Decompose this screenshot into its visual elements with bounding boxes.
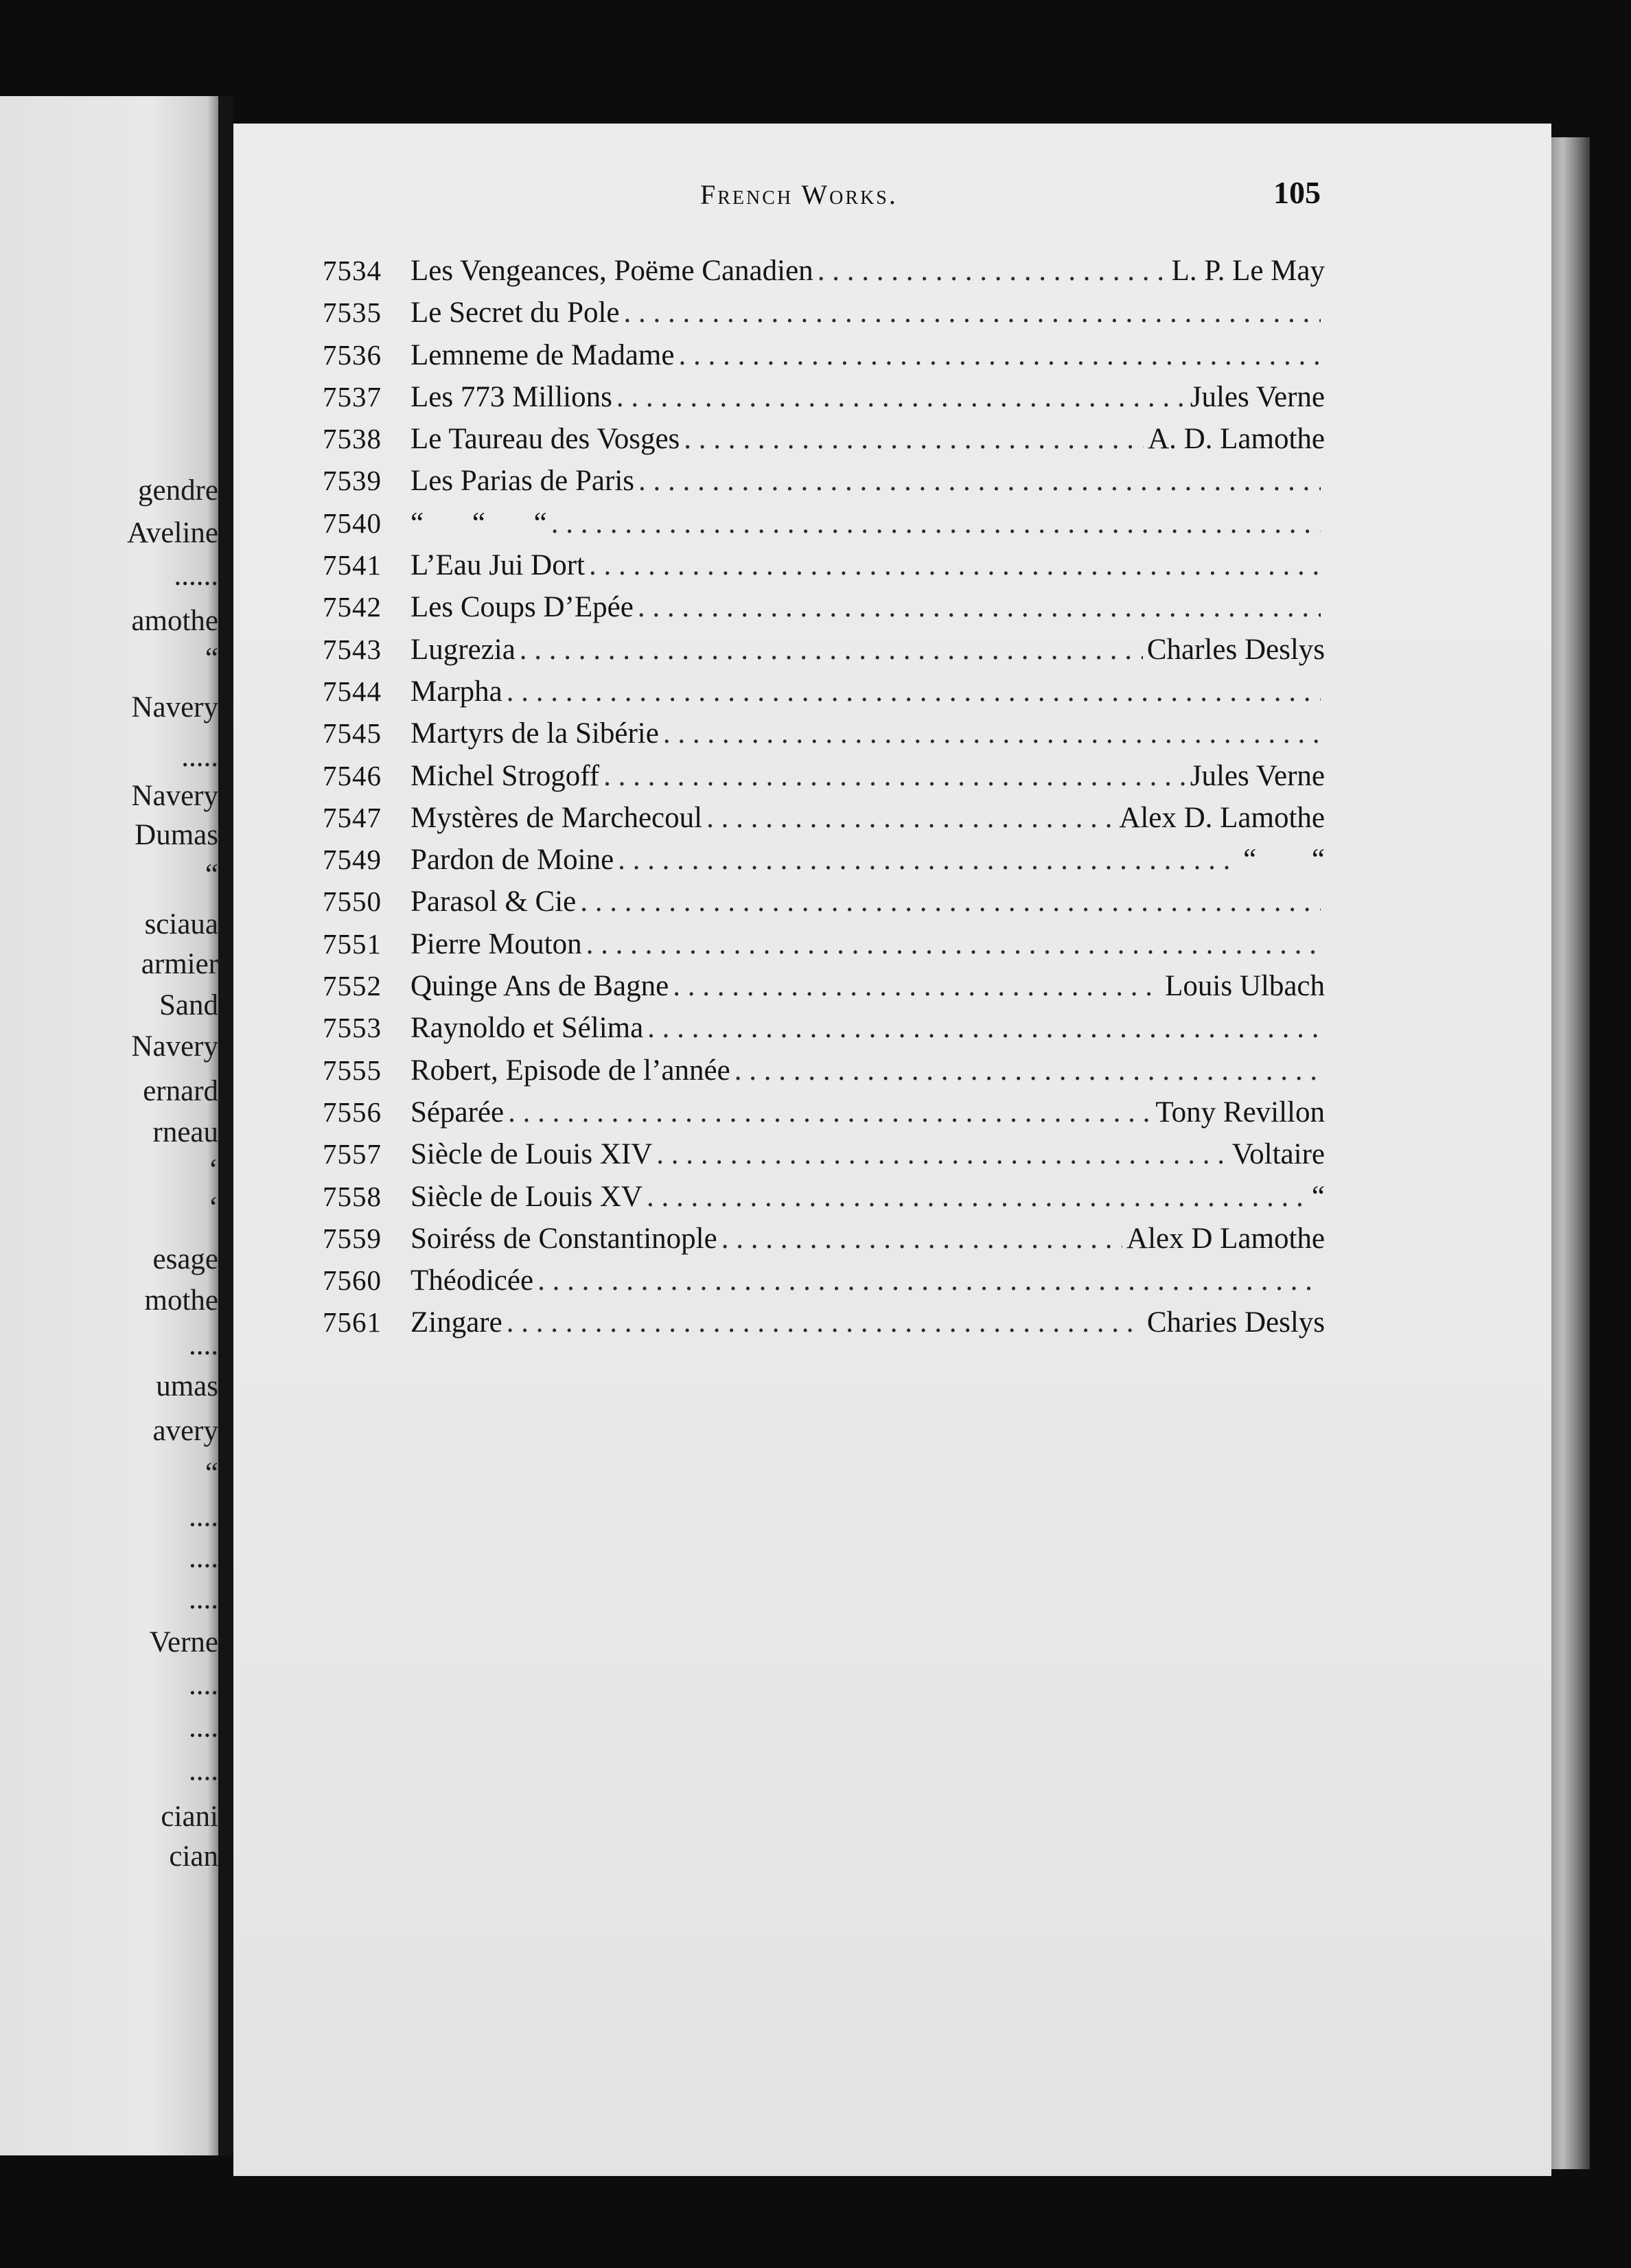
left-page-fragment-line: ...... bbox=[174, 559, 218, 592]
catalog-entry bbox=[323, 1054, 1325, 1096]
catalog-entry bbox=[323, 885, 1325, 927]
catalog-entries bbox=[323, 254, 1325, 1348]
catalog-entry bbox=[323, 927, 1325, 969]
entry-title: Théodicée bbox=[410, 1264, 534, 1297]
dot-leader bbox=[638, 464, 1321, 498]
left-page-fragment-line: esage bbox=[152, 1243, 218, 1275]
entry-number: 7538 bbox=[323, 423, 382, 455]
left-page-fragment-line: ernard bbox=[143, 1075, 218, 1107]
dot-leader bbox=[603, 759, 1186, 793]
entry-number: 7555 bbox=[323, 1054, 382, 1086]
entry-number: 7544 bbox=[323, 675, 382, 707]
catalog-entry bbox=[323, 1306, 1325, 1347]
catalog-entry bbox=[323, 1011, 1325, 1053]
left-page-fragment-line: Dumas bbox=[135, 819, 218, 851]
entry-title: Pierre Mouton bbox=[410, 927, 582, 960]
entry-title: Lugrezia bbox=[410, 633, 516, 666]
left-page-fragment-line: Aveline bbox=[127, 517, 218, 549]
catalog-entry bbox=[323, 843, 1325, 885]
entry-number: 7556 bbox=[323, 1096, 382, 1128]
catalog-entry bbox=[323, 548, 1325, 590]
left-page-fragment-line: amothe bbox=[131, 605, 218, 637]
dot-leader bbox=[663, 717, 1321, 750]
left-page-fragment-line: avery bbox=[152, 1415, 218, 1447]
entry-author: Voltaire bbox=[1231, 1138, 1325, 1171]
entry-title: Siècle de Louis XIV bbox=[410, 1138, 653, 1171]
dot-leader bbox=[678, 338, 1321, 372]
entry-title: Raynoldo et Sélima bbox=[410, 1012, 644, 1045]
entry-author: L. P. Le May bbox=[1171, 255, 1325, 287]
entry-number: 7561 bbox=[323, 1306, 382, 1339]
dot-leader bbox=[638, 590, 1321, 624]
dot-leader bbox=[818, 254, 1168, 288]
entry-author: Alex D Lamothe bbox=[1126, 1222, 1325, 1255]
page-edge bbox=[1551, 137, 1590, 2169]
entry-title: L’Eau Jui Dort bbox=[410, 549, 585, 582]
entry-number: 7543 bbox=[323, 633, 382, 665]
entry-title: Lemneme de Madame bbox=[410, 338, 675, 371]
entry-number: 7534 bbox=[323, 255, 382, 286]
dot-leader bbox=[589, 548, 1321, 582]
dot-leader bbox=[616, 380, 1186, 414]
dot-leader bbox=[684, 422, 1144, 456]
left-page-fragment bbox=[0, 96, 218, 2155]
book-gutter bbox=[218, 96, 233, 2155]
entry-title: Le Taureau des Vosges bbox=[410, 423, 680, 456]
left-page-fragment-line: .... bbox=[189, 1755, 218, 1787]
dot-leader bbox=[656, 1137, 1227, 1171]
entry-number: 7558 bbox=[323, 1180, 382, 1212]
dot-leader bbox=[537, 1264, 1321, 1297]
left-page-fragment-line: Navery bbox=[131, 1030, 218, 1063]
entry-title: Les Vengeances, Poëme Canadien bbox=[410, 255, 813, 287]
left-page-fragment-line: Navery bbox=[131, 691, 218, 724]
entry-title: Pardon de Moine bbox=[410, 844, 614, 877]
entry-number: 7552 bbox=[323, 970, 382, 1002]
entry-number: 7549 bbox=[323, 844, 382, 876]
catalog-entry bbox=[323, 969, 1325, 1011]
entry-author: “ “ bbox=[1243, 844, 1325, 877]
entry-title: Michel Strogoff bbox=[410, 759, 600, 792]
dot-leader bbox=[624, 296, 1321, 329]
entry-number: 7559 bbox=[323, 1222, 382, 1254]
catalog-entry bbox=[323, 1180, 1325, 1222]
dot-leader bbox=[507, 675, 1321, 708]
dot-leader bbox=[580, 885, 1321, 918]
left-page-fragment-line: .... bbox=[189, 1711, 218, 1744]
entry-author: Jules Verne bbox=[1190, 759, 1325, 792]
catalog-entry bbox=[323, 380, 1325, 422]
catalog-entry bbox=[323, 1096, 1325, 1137]
catalog-entry bbox=[323, 338, 1325, 380]
dot-leader bbox=[647, 1011, 1321, 1045]
catalog-entry bbox=[323, 507, 1325, 548]
left-page-fragment-line: Navery bbox=[131, 780, 218, 812]
entry-title: Le Secret du Pole bbox=[410, 297, 620, 329]
left-page-fragment-line: ‘ bbox=[208, 1154, 218, 1186]
entry-number: 7540 bbox=[323, 507, 382, 539]
entry-number: 7537 bbox=[323, 380, 382, 413]
entry-number: 7551 bbox=[323, 927, 382, 960]
dot-leader bbox=[706, 801, 1115, 835]
left-page-fragment-line: ..... bbox=[181, 741, 218, 773]
left-page-fragment-line: .... bbox=[189, 1329, 218, 1361]
left-page-fragment-line: Sand bbox=[159, 989, 218, 1021]
left-page-fragment-line: “ bbox=[205, 1457, 218, 1490]
catalog-entry bbox=[323, 590, 1325, 632]
entry-title: Quinge Ans de Bagne bbox=[410, 970, 669, 1003]
left-page-fragment-line: rneau bbox=[152, 1116, 218, 1148]
catalog-entry bbox=[323, 675, 1325, 717]
entry-author: Tony Revillon bbox=[1155, 1096, 1325, 1129]
page-number: 105 bbox=[1273, 175, 1321, 210]
entry-title: Zingare bbox=[410, 1306, 502, 1339]
catalog-entry bbox=[323, 759, 1325, 801]
left-page-fragment-line: Verne bbox=[149, 1626, 218, 1658]
catalog-entry bbox=[323, 801, 1325, 843]
entry-number: 7539 bbox=[323, 465, 382, 497]
left-page-fragment-line: ‘ bbox=[208, 1192, 218, 1224]
entry-title: Martyrs de la Sibérie bbox=[410, 717, 659, 750]
left-page-fragment-line: .... bbox=[189, 1669, 218, 1701]
entry-title: Robert, Episode de l’année bbox=[410, 1054, 730, 1087]
dot-leader bbox=[673, 969, 1161, 1003]
catalog-entry bbox=[323, 1137, 1325, 1179]
entry-title: Séparée bbox=[410, 1096, 505, 1129]
dot-leader bbox=[551, 507, 1321, 540]
dot-leader bbox=[618, 843, 1239, 877]
left-page-fragment-line: .... bbox=[189, 1583, 218, 1615]
entry-author: Charles Deslys bbox=[1146, 633, 1325, 666]
catalog-entry bbox=[323, 464, 1325, 506]
catalog-entry bbox=[323, 633, 1325, 675]
catalog-entry bbox=[323, 254, 1325, 296]
left-page-fragment-line: mothe bbox=[144, 1284, 218, 1317]
dot-leader bbox=[507, 1306, 1143, 1339]
entry-number: 7560 bbox=[323, 1264, 382, 1297]
dot-leader bbox=[586, 927, 1321, 961]
entry-number: 7547 bbox=[323, 801, 382, 833]
entry-number: 7553 bbox=[323, 1012, 382, 1044]
dot-leader bbox=[721, 1222, 1122, 1256]
entry-title: Siècle de Louis XV bbox=[410, 1180, 643, 1213]
left-page-fragment-line: armier bbox=[141, 948, 218, 980]
entry-title: Marpha bbox=[410, 675, 502, 708]
entry-number: 7545 bbox=[323, 717, 382, 750]
catalog-entry bbox=[323, 296, 1325, 338]
left-page-fragment-line: umas bbox=[156, 1370, 218, 1402]
left-page-fragment-line: “ bbox=[205, 643, 218, 675]
left-page-fragment-line: ciani bbox=[161, 1801, 218, 1833]
entry-title: Parasol & Cie bbox=[410, 886, 577, 918]
left-page-fragment-line: gendre bbox=[138, 474, 218, 507]
entry-author: A. D. Lamothe bbox=[1148, 423, 1325, 456]
dot-leader bbox=[734, 1054, 1321, 1087]
entry-number: 7535 bbox=[323, 297, 382, 329]
entry-title: Mystères de Marchecoul bbox=[410, 801, 703, 834]
entry-title: Soiréss de Constantinople bbox=[410, 1222, 717, 1255]
entry-title: “ “ “ bbox=[410, 507, 547, 540]
entry-author: Alex D. Lamothe bbox=[1119, 801, 1325, 834]
entry-number: 7557 bbox=[323, 1138, 382, 1170]
entry-author: Charies Deslys bbox=[1146, 1306, 1325, 1339]
entry-author: Louis Ulbach bbox=[1165, 970, 1325, 1003]
left-page-fragment-line: .... bbox=[189, 1542, 218, 1574]
catalog-entry bbox=[323, 1264, 1325, 1306]
left-page-fragment-line: cian bbox=[169, 1840, 218, 1873]
entry-author: “ bbox=[1311, 1180, 1325, 1213]
left-page-fragment-line: “ bbox=[205, 859, 218, 891]
entry-number: 7536 bbox=[323, 338, 382, 371]
entry-number: 7541 bbox=[323, 549, 382, 581]
dot-leader bbox=[647, 1180, 1308, 1214]
left-page-fragment-line: .... bbox=[189, 1501, 218, 1533]
dot-leader bbox=[520, 633, 1143, 667]
catalog-entry bbox=[323, 422, 1325, 464]
entry-title: Les Parias de Paris bbox=[410, 465, 635, 498]
running-head: French Works. bbox=[700, 179, 898, 210]
entry-title: Les Coups D’Epée bbox=[410, 591, 634, 624]
entry-number: 7546 bbox=[323, 759, 382, 791]
entry-number: 7550 bbox=[323, 886, 382, 918]
catalog-entry bbox=[323, 717, 1325, 759]
dot-leader bbox=[508, 1096, 1151, 1129]
entry-number: 7542 bbox=[323, 591, 382, 623]
entry-author: Jules Verne bbox=[1190, 380, 1325, 413]
catalog-entry bbox=[323, 1222, 1325, 1264]
entry-title: Les 773 Millions bbox=[410, 380, 612, 413]
left-page-fragment-line: sciaua bbox=[144, 908, 218, 940]
